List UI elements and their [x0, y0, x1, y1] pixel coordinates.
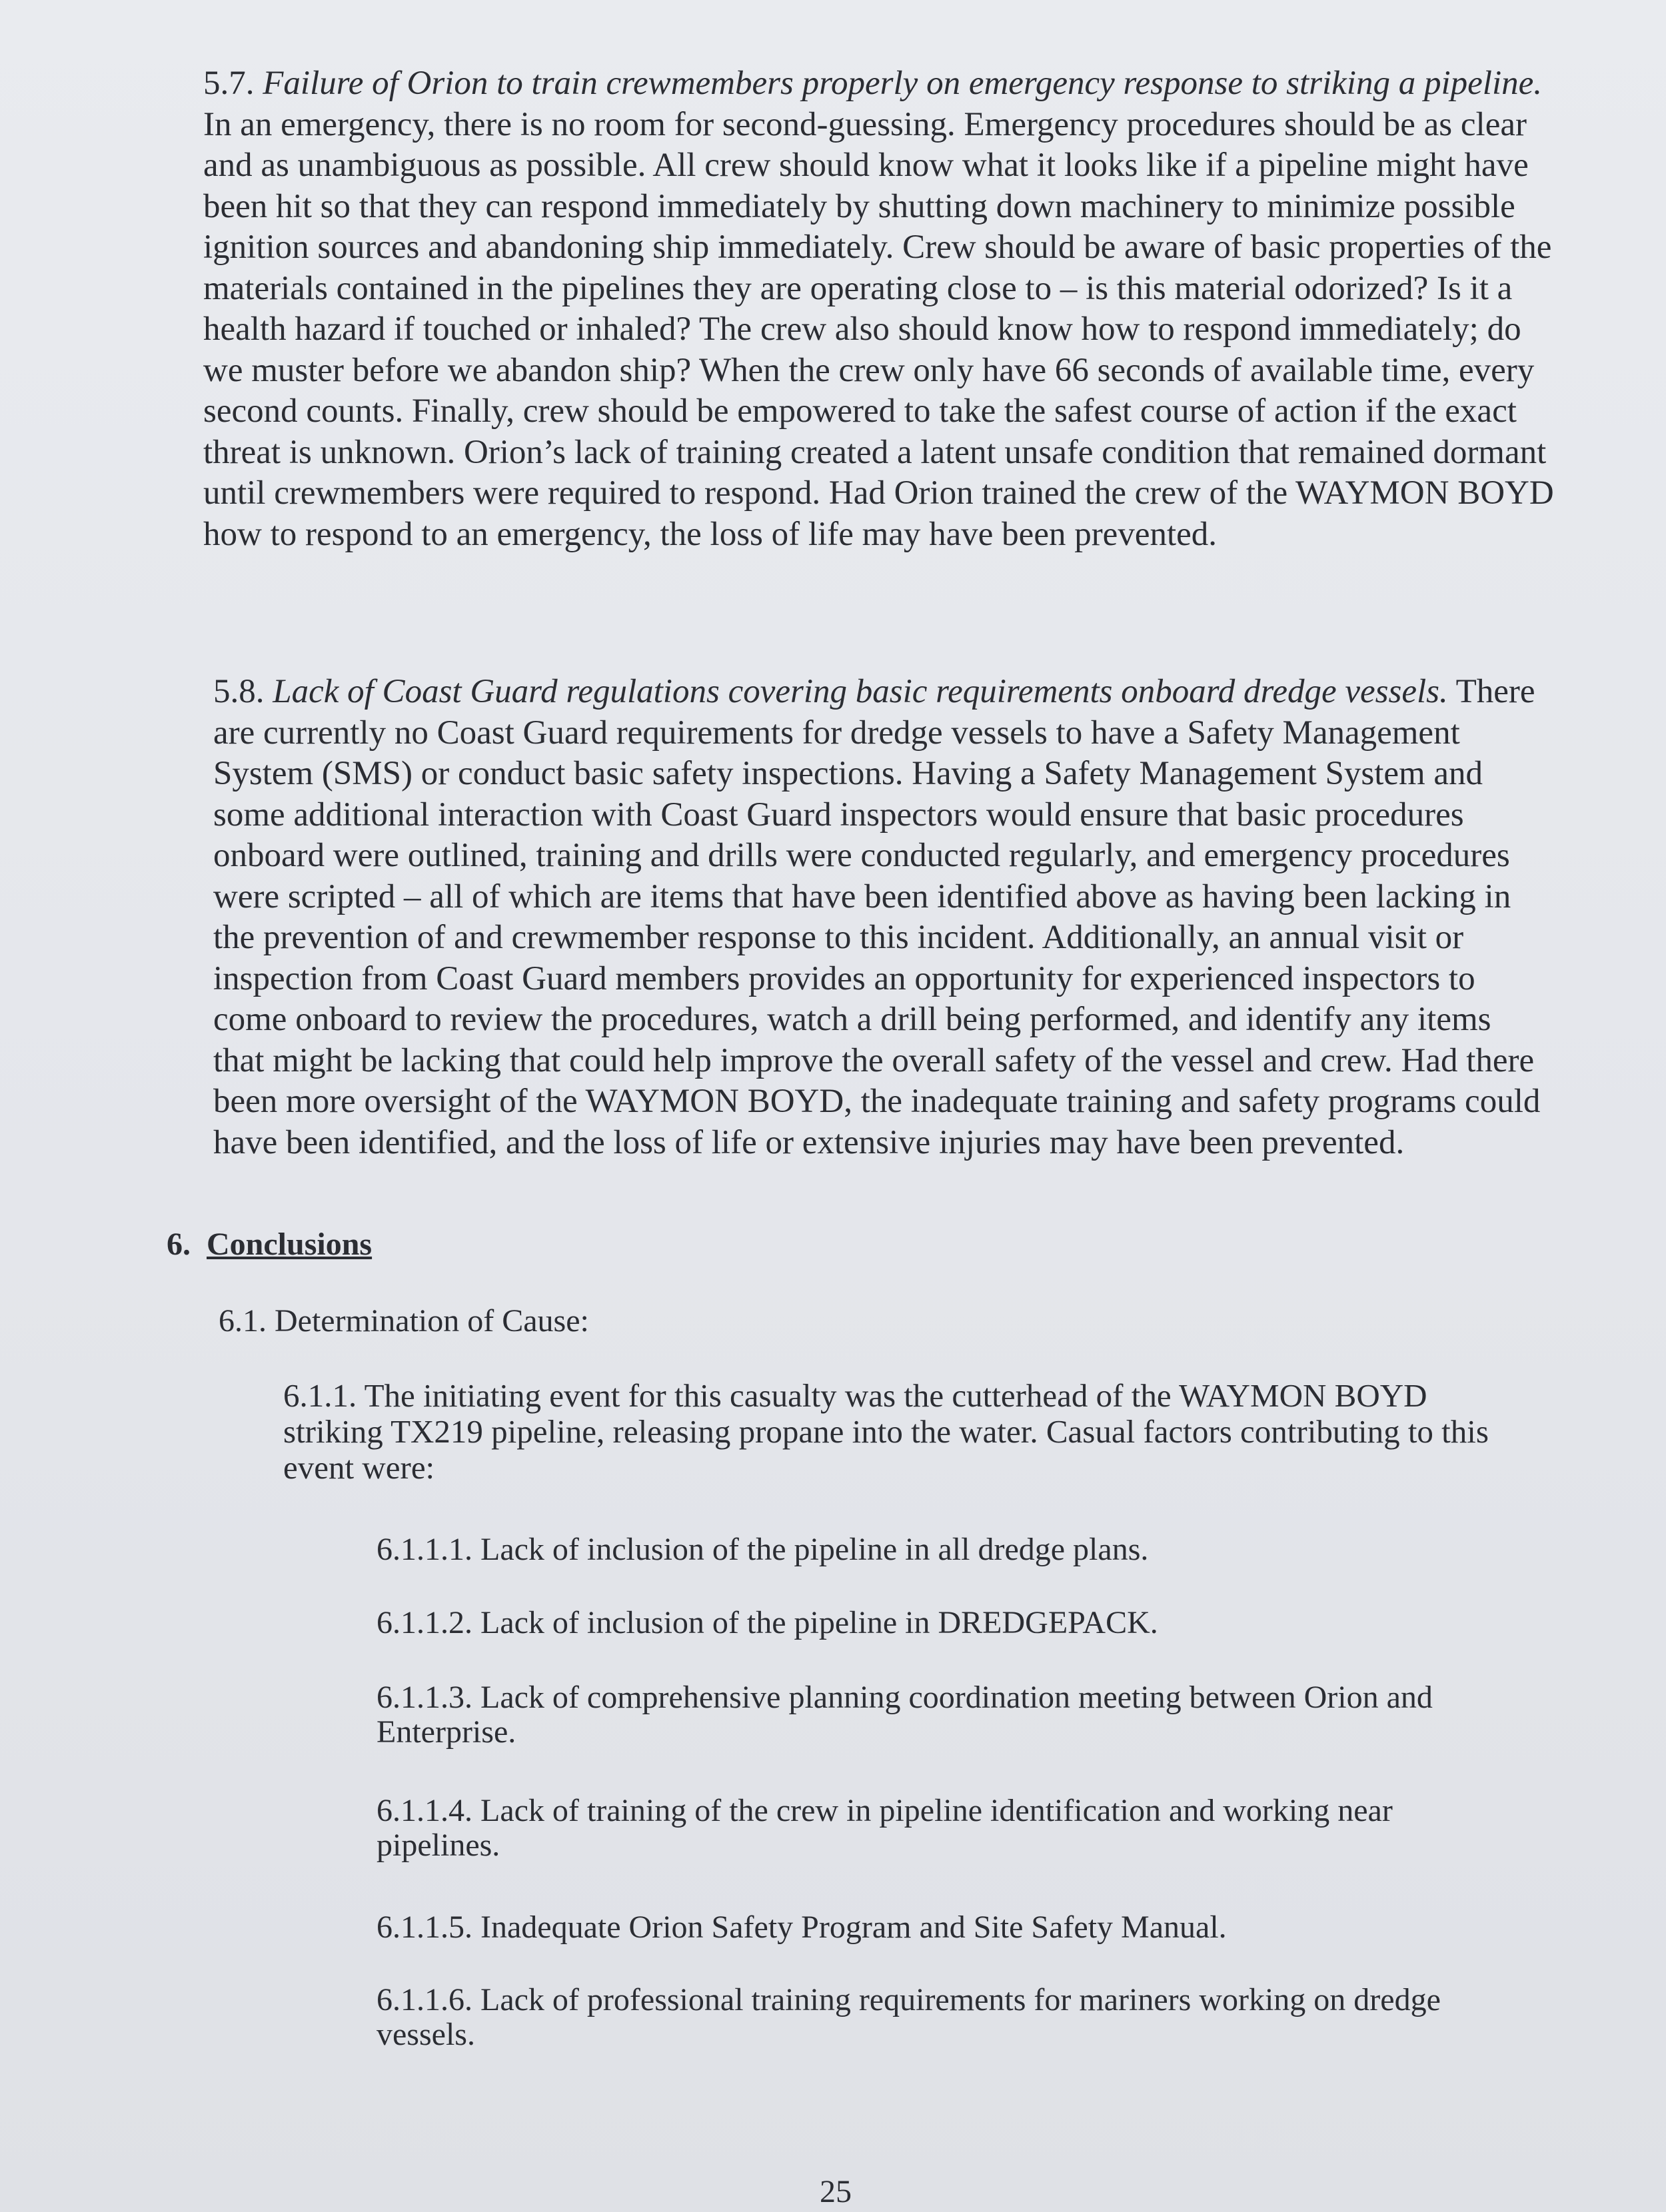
- causal-factor-item: 6.1.1.3. Lack of comprehensive planning coordination meeting between Orion and Enterprise.: [377, 1680, 1433, 1750]
- section-title: Lack of Coast Guard regulations covering basic requirements onboard dredge vessels.: [273, 673, 1448, 710]
- heading-title: Conclusions: [207, 1227, 373, 1262]
- heading-number: 6.: [167, 1227, 191, 1262]
- paragraph-5-7: [203, 63, 1563, 555]
- section-number: 5.7.: [203, 65, 255, 102]
- causal-factor-item: 6.1.1.6. Lack of professional training requirements for mariners working on dredge vessels.: [377, 1982, 1441, 2052]
- conclusions-heading: [167, 1226, 372, 1263]
- paragraph-6-1-1: 6.1.1. The initiating event for this casualty was the cutterhead of the WAYMON BOYD striking TX219 pipeline, releasing propane into the water. Casual factors contributing to this event were:: [283, 1377, 1489, 1486]
- section-title: Failure of Orion to train crewmembers properly on emergency response to striking a pipeline.: [263, 65, 1542, 102]
- paragraph-5-8: [213, 672, 1546, 1163]
- causal-factor-item: 6.1.1.4. Lack of training of the crew in pipeline identification and working near pipelines.: [377, 1793, 1393, 1863]
- page-number: 25: [820, 2174, 852, 2209]
- section-body: There are currently no Coast Guard requirements for dredge vessels to have a Safety Management System (SMS) or conduct basic safety inspections. Having a Safety Management System and some additional interaction with Coast Guard inspectors would ensure that basic procedures onboard were outlined, training and drills were conducted regularly, and emergency procedures were scripted – all of which are items that have been identified above as having been lacking in the prevention of and crewmember response to this incident. Additionally, an annual visit or inspection from Coast Guard members provides an opportunity for experienced inspectors to come onboard to review the procedures, watch a drill being performed, and identify any items that might be lacking that could help improve the overall safety of the vessel and crew. Had there been more oversight of the WAYMON BOYD, the inadequate training and safety programs could have been identified, and the loss of life or extensive injuries may have been prevented.: [213, 673, 1541, 1161]
- causal-factor-item: 6.1.1.1. Lack of inclusion of the pipeline in all dredge plans.: [377, 1532, 1149, 1567]
- causal-factor-item: 6.1.1.2. Lack of inclusion of the pipeline in DREDGEPACK.: [377, 1605, 1158, 1640]
- section-number: 5.8.: [213, 673, 265, 710]
- determination-of-cause: 6.1. Determination of Cause:: [219, 1303, 589, 1339]
- causal-factor-item: 6.1.1.5. Inadequate Orion Safety Program and Site Safety Manual.: [377, 1910, 1227, 1945]
- section-body: In an emergency, there is no room for second-guessing. Emergency procedures should be as clear and as unambiguous as possible. All crew should know what it looks like if a pipeline might have been hit so that they can respond immediately by shutting down machinery to minimize possible ignition sources and abandoning ship immediately. Crew should be aware of basic properties of the materials contained in the pipelines they are operating close to – is this material odorized? Is it a health hazard if touched or inhaled? The crew also should know how to respond immediately; do we muster before we abandon ship? When the crew only have 66 seconds of available time, every second counts. Finally, crew should be empowered to take the safest course of action if the exact threat is unknown. Orion’s lack of training created a latent unsafe condition that remained dormant until crewmembers were required to respond. Had Orion trained the crew of the WAYMON BOYD how to respond to an emergency, the loss of life may have been prevented.: [203, 105, 1554, 553]
